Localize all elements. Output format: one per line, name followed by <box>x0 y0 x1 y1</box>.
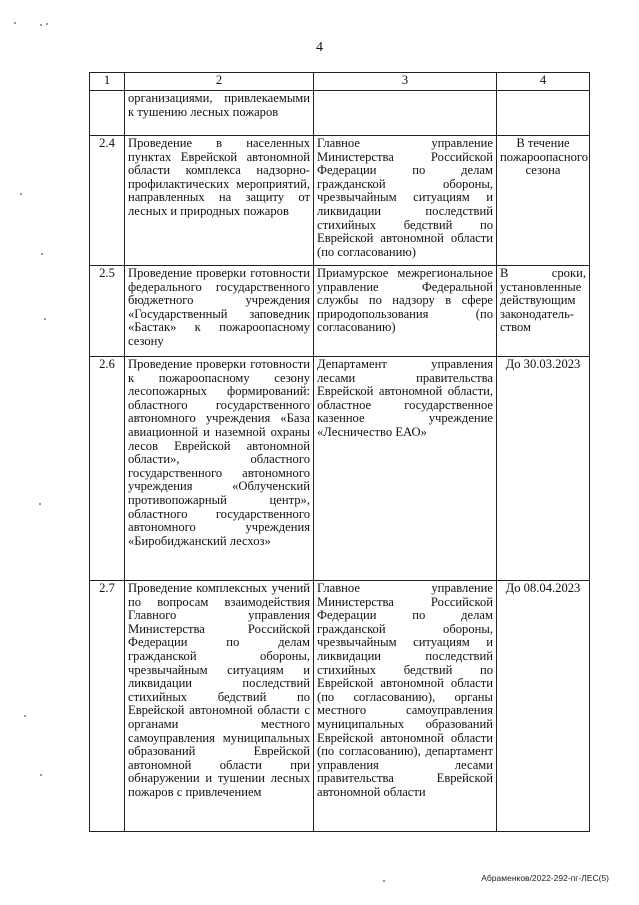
row-number: 2.7 <box>90 581 125 832</box>
row-deadline: До 08.04.2023 <box>497 581 590 832</box>
document-reference: Абраменков/2022-292-пг-ЛЕС(5) <box>481 873 609 883</box>
scan-speck <box>39 503 41 505</box>
row-responsible: Главное управление Министерства Российской Федерации по делам гражданской обороны, чрезвычайным ситуациям и ликвидации последствий стихийных бедствий по Еврейской автономной области (по согласованию), органы местного самоуправления муниципальных образований Еврейской автономной области (по согласованию), департамент управления лесами правительства Еврейской автономной области <box>314 581 497 832</box>
scan-speck <box>40 774 42 776</box>
row-activity: Проведение в населенных пунктах Еврейской автономной области комплекса надзорно-профилактических мероприятий, направленных на защиту от лесных и природных пожаров <box>125 136 314 266</box>
scan-speck <box>41 253 43 255</box>
scan-speck <box>24 715 26 717</box>
scan-speck <box>44 318 46 320</box>
header-col-3: 3 <box>314 73 497 91</box>
table-row-2-4 <box>90 136 590 266</box>
scan-speck <box>40 24 42 26</box>
scan-speck <box>46 23 48 25</box>
scan-speck <box>383 880 385 882</box>
row-responsible: Главное управление Министерства Российской Федерации по делам гражданской обороны, чрезвычайным ситуациям и ликвидации последствий стихийных бедствий по Еврейской автономной области (по согласованию) <box>314 136 497 266</box>
table-header-row <box>90 73 590 91</box>
row-activity: Проведение проверки готовности федерального государственного бюджетного учреждения «Государственный заповедник «Бастак» к пожароопасному сезону <box>125 266 314 357</box>
row-deadline: В течение пожароопасного сезона <box>497 136 590 266</box>
scan-speck <box>14 22 16 24</box>
row-responsible: Департамент управления лесами правительства Еврейской автономной области, областное государственное казенное учреждение «Лесничество ЕАО» <box>314 357 497 581</box>
row-number: 2.6 <box>90 357 125 581</box>
table-row-2-7 <box>90 581 590 832</box>
row-deadline: До 30.03.2023 <box>497 357 590 581</box>
table-row-continuation <box>90 91 590 136</box>
scan-speck <box>20 193 22 195</box>
row-responsible: Приамурское межрегиональное управление Федеральной службы по надзору в сфере природопользования (по согласованию) <box>314 266 497 357</box>
row-number: 2.5 <box>90 266 125 357</box>
page-number: 4 <box>316 40 323 55</box>
measures-table <box>89 72 590 832</box>
header-col-4: 4 <box>497 73 590 91</box>
row-deadline: В сроки, установленные действующим законодатель-ством <box>497 266 590 357</box>
row-activity: Проведение проверки готовности к пожароопасному сезону лесопожарных формирований: областного государственного автономного учреждения «База авиационной и наземной охраны лесов Еврейской автономной области», областного государственного автономного учреждения «Облученский противопожарный центр», областного государственного автономного учреждения «Биробиджанский лесхоз» <box>125 357 314 581</box>
header-col-1: 1 <box>90 73 125 91</box>
table-row-2-5 <box>90 266 590 357</box>
table-row-2-6 <box>90 357 590 581</box>
header-col-2: 2 <box>125 73 314 91</box>
row-activity: Проведение комплексных учений по вопросам взаимодействия Главного управления Министерства Российской Федерации по делам гражданской обороны, чрезвычайным ситуациям и ликвидации последствий стихийных бедствий по Еврейской автономной области с органами местного самоуправления муниципальных образований Еврейской автономной области при обнаружении и тушении лесных пожаров с привлечением <box>125 581 314 832</box>
continuation-activity: организациями, привлекаемыми к тушению лесных пожаров <box>125 91 314 136</box>
row-number: 2.4 <box>90 136 125 266</box>
